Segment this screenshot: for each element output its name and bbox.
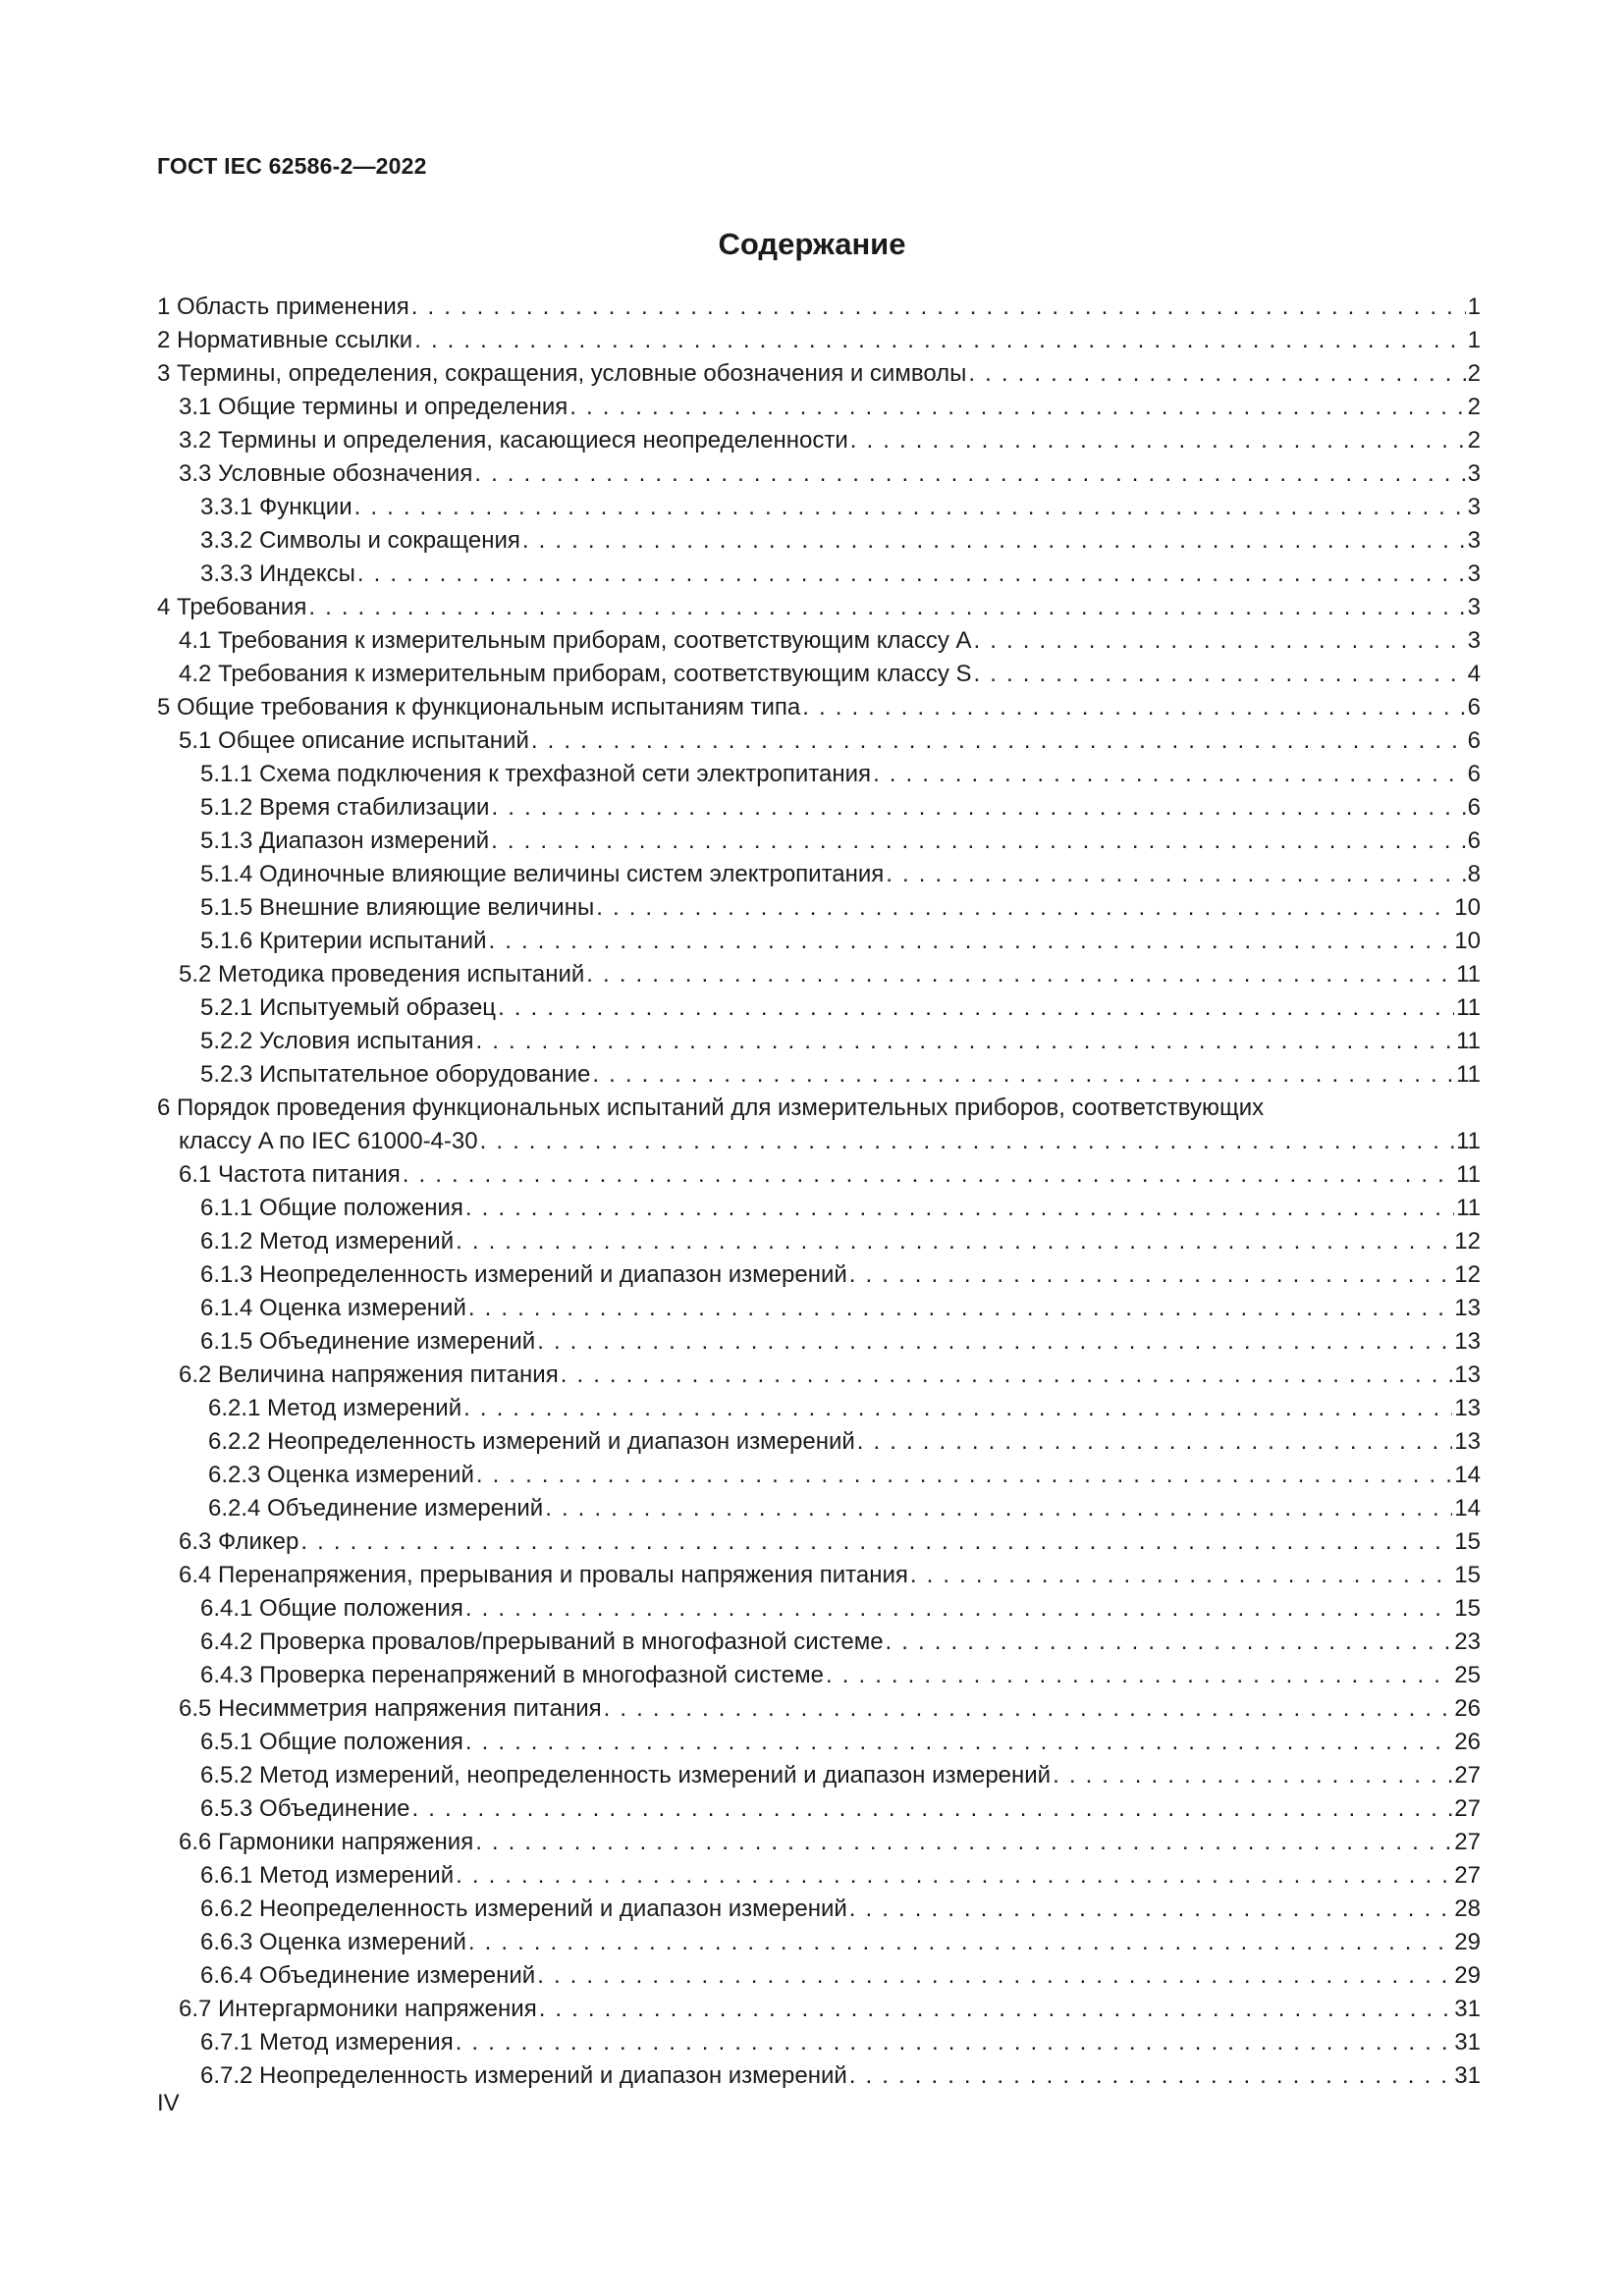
toc-leader-dots [592, 1061, 1454, 1089]
toc-entry[interactable] [157, 655, 1481, 688]
toc-leader-dots [974, 627, 1466, 655]
toc-page-number: 1 [1467, 294, 1481, 320]
toc-leader-dots [531, 727, 1466, 755]
toc-leader-dots [826, 1662, 1452, 1689]
toc-entry-title: 6.1.3 Неопределенность измерений и диапазон измерений [200, 1261, 847, 1288]
toc-entry-title: 5.2.2 Условия испытания [200, 1028, 474, 1054]
toc-leader-dots [357, 561, 1466, 588]
toc-leader-dots [522, 527, 1466, 555]
toc-page-number: 6 [1467, 694, 1481, 721]
toc-entry[interactable] [157, 555, 1481, 588]
toc-entry-title: 6.6 Гармоники напряжения [179, 1829, 474, 1855]
toc-leader-dots [561, 1362, 1453, 1389]
toc-entry[interactable] [157, 621, 1481, 655]
toc-entry[interactable] [157, 354, 1481, 388]
toc-page-number: 15 [1454, 1528, 1481, 1555]
toc-page-number: 31 [1454, 2029, 1481, 2056]
toc-entry[interactable] [157, 1089, 1481, 1155]
toc-leader-dots [468, 1295, 1452, 1322]
toc-entry[interactable] [157, 1189, 1481, 1222]
toc-leader-dots [480, 1128, 1454, 1155]
toc-page-number: 13 [1454, 1428, 1481, 1455]
toc-page-number: 11 [1456, 1195, 1481, 1221]
toc-page-number: 13 [1454, 1362, 1481, 1388]
toc-page-number: 28 [1454, 1896, 1481, 1922]
toc-page-number: 27 [1454, 1762, 1481, 1789]
toc-page-number: 27 [1454, 1829, 1481, 1855]
toc-entry[interactable] [157, 388, 1481, 421]
toc-entry[interactable] [157, 988, 1481, 1022]
toc-entry-title: 1 Область применения [157, 294, 409, 320]
toc-entry-title: 3.3 Условные обозначения [179, 460, 473, 487]
toc-page-number: 4 [1467, 661, 1481, 687]
toc-entry-title: 5.1.1 Схема подключения к трехфазной сети электропитания [200, 761, 872, 787]
toc-page-number: 31 [1454, 1996, 1481, 2022]
toc-leader-dots [873, 761, 1466, 788]
toc-entry-title: 6.5.1 Общие положения [200, 1729, 463, 1755]
toc-entry-title: 5.1.2 Время стабилизации [200, 794, 490, 821]
toc-leader-dots [463, 1395, 1452, 1422]
toc-page-number: 14 [1454, 1462, 1481, 1488]
toc-page-number: 6 [1467, 828, 1481, 854]
toc-leader-dots [456, 1228, 1452, 1255]
toc-leader-dots [456, 2029, 1453, 2056]
toc-page-number: 15 [1454, 1562, 1481, 1588]
toc-entry-title: 3.1 Общие термины и определения [179, 394, 568, 420]
toc-entry-title: 5.2.1 Испытуемый образец [200, 994, 497, 1021]
toc-entry[interactable] [157, 1255, 1481, 1289]
toc-entry[interactable] [157, 1990, 1481, 2023]
toc-entry-title: 5.1.5 Внешние влияющие величины [200, 894, 595, 921]
toc-page-number: 8 [1467, 861, 1481, 887]
toc-page-number: 11 [1456, 1061, 1481, 1088]
toc-entry[interactable] [157, 321, 1481, 354]
toc-entry[interactable] [157, 1589, 1481, 1623]
toc-leader-dots [545, 1495, 1452, 1522]
toc-leader-dots [596, 894, 1452, 922]
toc-page-number: 13 [1454, 1295, 1481, 1321]
toc-leader-dots [802, 694, 1465, 721]
toc-page-number: 23 [1454, 1629, 1481, 1655]
toc-entry[interactable] [157, 755, 1481, 788]
toc-entry-title: 6.4.3 Проверка перенапряжений в многофазной системе [200, 1662, 824, 1688]
toc-page-number: 2 [1467, 360, 1481, 387]
toc-entry[interactable] [157, 1689, 1481, 1723]
toc-leader-dots [491, 828, 1465, 855]
page-number: IV [157, 2090, 180, 2116]
toc-entry-title-continued: классу A по IEC 61000-4-30 [179, 1128, 478, 1154]
toc-leader-dots [849, 1896, 1453, 1923]
toc-leader-dots [475, 1829, 1452, 1856]
toc-page-number: 3 [1467, 594, 1481, 620]
toc-entry[interactable] [157, 955, 1481, 988]
toc-entry[interactable] [157, 1623, 1481, 1656]
toc-leader-dots [886, 1629, 1453, 1656]
toc-leader-dots [1053, 1762, 1452, 1789]
toc-page-number: 6 [1467, 761, 1481, 787]
toc-page-number: 29 [1454, 1929, 1481, 1955]
toc-entry[interactable] [157, 288, 1481, 321]
toc-entry-title: 2 Нормативные ссылки [157, 327, 413, 353]
toc-page-number: 26 [1454, 1695, 1481, 1722]
toc-entry-title: 6.2.4 Объединение измерений [208, 1495, 544, 1522]
toc-leader-dots [968, 360, 1465, 388]
toc-page-number: 11 [1456, 1161, 1481, 1188]
toc-page-number: 12 [1454, 1228, 1481, 1255]
toc-entry[interactable] [157, 1489, 1481, 1522]
toc-entry[interactable] [157, 1422, 1481, 1456]
toc-entry[interactable] [157, 788, 1481, 822]
toc-page-number: 13 [1454, 1395, 1481, 1421]
toc-entry[interactable] [157, 2023, 1481, 2056]
toc-entry[interactable] [157, 454, 1481, 488]
toc-entry-title: 6.1.4 Оценка измерений [200, 1295, 466, 1321]
toc-entry-title: 6.2.1 Метод измерений [208, 1395, 462, 1421]
toc-entry-title: 6.6.2 Неопределенность измерений и диапазон измерений [200, 1896, 847, 1922]
toc-page-number: 6 [1467, 727, 1481, 754]
toc-entry-title: 5.2.3 Испытательное оборудование [200, 1061, 591, 1088]
toc-page-number: 11 [1456, 1128, 1481, 1154]
toc-leader-dots [537, 1328, 1452, 1356]
toc-entry[interactable] [157, 1789, 1481, 1823]
toc-leader-dots [465, 1729, 1452, 1756]
toc-entry[interactable] [157, 688, 1481, 721]
table-of-contents [157, 288, 1481, 2090]
toc-page-number: 3 [1467, 460, 1481, 487]
toc-entry-title: 3.3.3 Индексы [200, 561, 355, 587]
toc-entry-title: 6.6.3 Оценка измерений [200, 1929, 466, 1955]
toc-entry-title: 6.6.1 Метод измерений [200, 1862, 455, 1889]
toc-leader-dots [465, 1195, 1454, 1222]
toc-entry-title: 5.2 Методика проведения испытаний [179, 961, 585, 988]
toc-leader-dots [857, 1428, 1453, 1456]
toc-entry[interactable] [157, 1155, 1481, 1189]
toc-entry[interactable] [157, 1890, 1481, 1923]
toc-leader-dots [886, 861, 1465, 888]
toc-page-number: 6 [1467, 794, 1481, 821]
toc-leader-dots [491, 794, 1465, 822]
toc-entry-title: 6.7 Интергармоники напряжения [179, 1996, 537, 2022]
toc-page-number: 11 [1456, 994, 1481, 1021]
toc-page-number: 3 [1467, 494, 1481, 520]
toc-entry-title: 6.1.1 Общие положения [200, 1195, 463, 1221]
toc-leader-dots [476, 1028, 1455, 1055]
toc-leader-dots [476, 1462, 1452, 1489]
toc-page-number: 11 [1456, 961, 1481, 988]
toc-page-number: 12 [1454, 1261, 1481, 1288]
toc-entry[interactable] [157, 1656, 1481, 1689]
toc-page-number: 2 [1467, 427, 1481, 454]
toc-entry-title: 5.1.3 Диапазон измерений [200, 828, 490, 854]
toc-page-number: 1 [1467, 327, 1481, 353]
toc-page-number: 25 [1454, 1662, 1481, 1688]
toc-entry[interactable] [157, 1456, 1481, 1489]
toc-entry-title: 4.2 Требования к измерительным приборам, соответствующим классу S [179, 661, 972, 687]
toc-leader-dots [488, 928, 1452, 955]
toc-leader-dots [354, 494, 1466, 521]
toc-leader-dots [539, 1996, 1453, 2023]
toc-page-number: 14 [1454, 1495, 1481, 1522]
toc-entry-title: 6.4.2 Проверка провалов/прерываний в многофазной системе [200, 1629, 884, 1655]
toc-entry[interactable] [157, 488, 1481, 521]
toc-page-number: 10 [1454, 894, 1481, 921]
toc-entry-title: 6.7.2 Неопределенность измерений и диапазон измерений [200, 2062, 847, 2089]
toc-entry-title: 5.1.6 Критерии испытаний [200, 928, 487, 954]
toc-entry-title: 6.1.2 Метод измерений [200, 1228, 455, 1255]
toc-entry-title: 6.4.1 Общие положения [200, 1595, 463, 1622]
toc-page-number: 2 [1467, 394, 1481, 420]
toc-entry[interactable] [157, 855, 1481, 888]
toc-entry-title: 6.3 Фликер [179, 1528, 299, 1555]
toc-entry-title: 6.5.2 Метод измерений, неопределенность измерений и диапазон измерений [200, 1762, 1052, 1789]
toc-entry-title: 6.1.5 Объединение измерений [200, 1328, 536, 1355]
toc-leader-dots [569, 394, 1465, 421]
toc-entry[interactable] [157, 822, 1481, 855]
toc-leader-dots [537, 1962, 1452, 1990]
toc-page-number: 13 [1454, 1328, 1481, 1355]
toc-leader-dots [300, 1528, 1452, 1556]
toc-entry[interactable] [157, 1055, 1481, 1089]
toc-entry-title: 3 Термины, определения, сокращения, условные обозначения и символы [157, 360, 967, 387]
toc-entry[interactable] [157, 922, 1481, 955]
toc-entry[interactable] [157, 1289, 1481, 1322]
toc-leader-dots [308, 594, 1465, 621]
toc-entry[interactable] [157, 1756, 1481, 1789]
toc-page-number: 10 [1454, 928, 1481, 954]
toc-entry-title: 4 Требования [157, 594, 307, 620]
toc-page-number: 3 [1467, 627, 1481, 654]
toc-page-number: 15 [1454, 1595, 1481, 1622]
toc-page-number: 26 [1454, 1729, 1481, 1755]
toc-entry-title: 5.1 Общее описание испытаний [179, 727, 529, 754]
toc-title: Содержание [718, 227, 906, 261]
toc-entry[interactable] [157, 421, 1481, 454]
toc-page-number: 3 [1467, 561, 1481, 587]
toc-entry-title: 4.1 Требования к измерительным приборам, соответствующим классу A [179, 627, 972, 654]
toc-entry[interactable] [157, 1389, 1481, 1422]
toc-entry-title: 6.6.4 Объединение измерений [200, 1962, 536, 1989]
toc-leader-dots [456, 1862, 1452, 1890]
toc-entry[interactable] [157, 521, 1481, 555]
toc-entry[interactable] [157, 588, 1481, 621]
toc-leader-dots [586, 961, 1454, 988]
toc-entry-title: 6.5 Несимметрия напряжения питания [179, 1695, 602, 1722]
toc-entry[interactable] [157, 1723, 1481, 1756]
toc-entry-title: 3.3.2 Символы и сокращения [200, 527, 520, 554]
toc-leader-dots [849, 1261, 1453, 1289]
toc-entry[interactable] [157, 721, 1481, 755]
toc-leader-dots [411, 294, 1466, 321]
toc-entry[interactable] [157, 1923, 1481, 1956]
toc-leader-dots [412, 1795, 1453, 1823]
toc-leader-dots [403, 1161, 1454, 1189]
toc-leader-dots [414, 327, 1465, 354]
toc-page-number: 27 [1454, 1795, 1481, 1822]
toc-page-number: 27 [1454, 1862, 1481, 1889]
toc-entry[interactable] [157, 1322, 1481, 1356]
toc-entry-title: 6.2.2 Неопределенность измерений и диапазон измерений [208, 1428, 855, 1455]
toc-leader-dots [850, 427, 1466, 454]
toc-entry[interactable] [157, 1022, 1481, 1055]
toc-entry[interactable] [157, 1956, 1481, 1990]
toc-entry-title: 6.2 Величина напряжения питания [179, 1362, 559, 1388]
toc-leader-dots [474, 460, 1465, 488]
toc-page-number: 31 [1454, 2062, 1481, 2089]
toc-entry[interactable] [157, 1556, 1481, 1589]
toc-entry[interactable] [157, 1522, 1481, 1556]
toc-page-number: 11 [1456, 1028, 1481, 1054]
toc-entry-title: 6.4 Перенапряжения, прерывания и провалы напряжения питания [179, 1562, 908, 1588]
toc-page-number: 29 [1454, 1962, 1481, 1989]
toc-leader-dots [498, 994, 1454, 1022]
toc-leader-dots [910, 1562, 1452, 1589]
toc-entry[interactable] [157, 1823, 1481, 1856]
toc-leader-dots [849, 2062, 1453, 2090]
toc-entry-title: 5.1.4 Одиночные влияющие величины систем электропитания [200, 861, 885, 887]
toc-entry[interactable] [157, 1856, 1481, 1890]
toc-entry-title: 3.3.1 Функции [200, 494, 352, 520]
toc-leader-dots [465, 1595, 1452, 1623]
toc-entry-title: 6.5.3 Объединение [200, 1795, 410, 1822]
toc-entry-title: 3.2 Термины и определения, касающиеся неопределенности [179, 427, 848, 454]
toc-entry-title: 6.7.1 Метод измерения [200, 2029, 454, 2056]
toc-entry-title: 6.2.3 Оценка измерений [208, 1462, 474, 1488]
toc-leader-dots [974, 661, 1466, 688]
document-code: ГОСТ IEC 62586-2—2022 [157, 153, 427, 179]
toc-entry[interactable] [157, 1222, 1481, 1255]
toc-page-number: 3 [1467, 527, 1481, 554]
toc-entry-title: 5 Общие требования к функциональным испытаниям типа [157, 694, 801, 721]
toc-leader-dots [468, 1929, 1452, 1956]
toc-entry[interactable] [157, 888, 1481, 922]
toc-entry-title: 6 Порядок проведения функциональных испытаний для измерительных приборов, соответствующих [157, 1095, 1265, 1121]
toc-entry-title: 6.1 Частота питания [179, 1161, 401, 1188]
toc-entry[interactable] [157, 2056, 1481, 2090]
toc-entry[interactable] [157, 1356, 1481, 1389]
toc-leader-dots [604, 1695, 1453, 1723]
